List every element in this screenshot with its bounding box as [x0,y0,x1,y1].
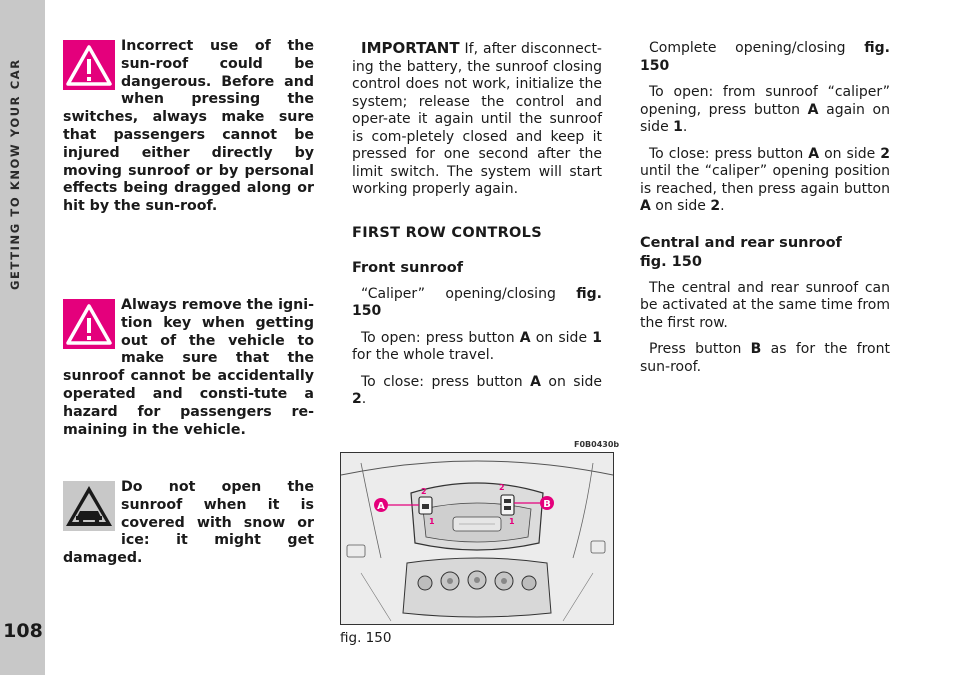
overhead-console-illustration [341,453,613,624]
text-column-2 [352,40,602,418]
label-b: B [543,499,551,510]
side-1-b: 1 [509,517,515,526]
paragraph-complete: Complete opening/closing fig. 150 [640,40,890,74]
warning-triangle-icon [63,40,115,90]
paragraph-close-complete: To close: press button A on side 2 until the “caliper” opening position is reached, then press again button A on side 2. [640,145,890,214]
section-heading: FIRST ROW CONTROLS [352,224,542,241]
warning-text: Always remove the igni-tion key when getting out of the vehicle to make sure that the sunroof cannot be accidentally operated and consti-tute a hazard for passengers re-maining in the vehicle. [63,297,314,438]
label-a: A [377,501,385,512]
important-label: IMPORTANT [361,39,460,57]
paragraph-close: To close: press button A on side 2. [352,373,602,407]
important-text: If, after disconnect-ing the battery, the sunroof closing control does not work, initialize the system; release the control and oper-ate it again until the sunroof is com-pletely closed and keep it pressed for one second after the limit switch. The system will start working properly again. [352,41,602,197]
warning-text: Incorrect use of the sun-roof could be dangerous. Before and when pressing the switches, always make sure that passengers cannot be injured either directly by moving sunroof or by personal effects being dragged along or hit by the sun-roof. [63,38,314,215]
important-paragraph [352,40,602,199]
car-warning-icon [63,481,115,531]
page-number: 108 [3,620,43,642]
warning-block-2 [63,297,314,439]
warning-text: Do not open the sunroof when it is covered with snow or ice: it might get damaged. [63,479,314,567]
warning-triangle-icon [63,299,115,349]
section-title: GETTING TO KNOW YOUR CAR [8,58,22,290]
paragraph-caliper: “Caliper” opening/closing fig. 150 [352,285,602,319]
figure-caption: fig. 150 [340,630,392,646]
side-2-b: 2 [499,483,505,492]
sidebar [0,0,45,675]
text-column-3 [640,40,890,385]
warning-block-3 [63,479,314,568]
warning-block-1 [63,38,314,216]
subheading-central-rear: Central and rear sunroof fig. 150 [640,234,842,270]
side-2-a: 2 [421,487,427,496]
figure-150 [340,452,614,625]
figure-code: F0B0430b [574,440,620,449]
paragraph-open: To open: press button A on side 1 for the whole travel. [352,329,602,363]
side-1-a: 1 [429,517,435,526]
paragraph-central: The central and rear sunroof can be activated at the same time from the first row. [640,279,890,331]
subheading-front-sunroof: Front sunroof [352,260,464,276]
paragraph-open-complete: To open: from sunroof “caliper” opening, press button A again on side 1. [640,84,890,135]
paragraph-press-b: Press button B as for the front sun-roof. [640,341,890,375]
